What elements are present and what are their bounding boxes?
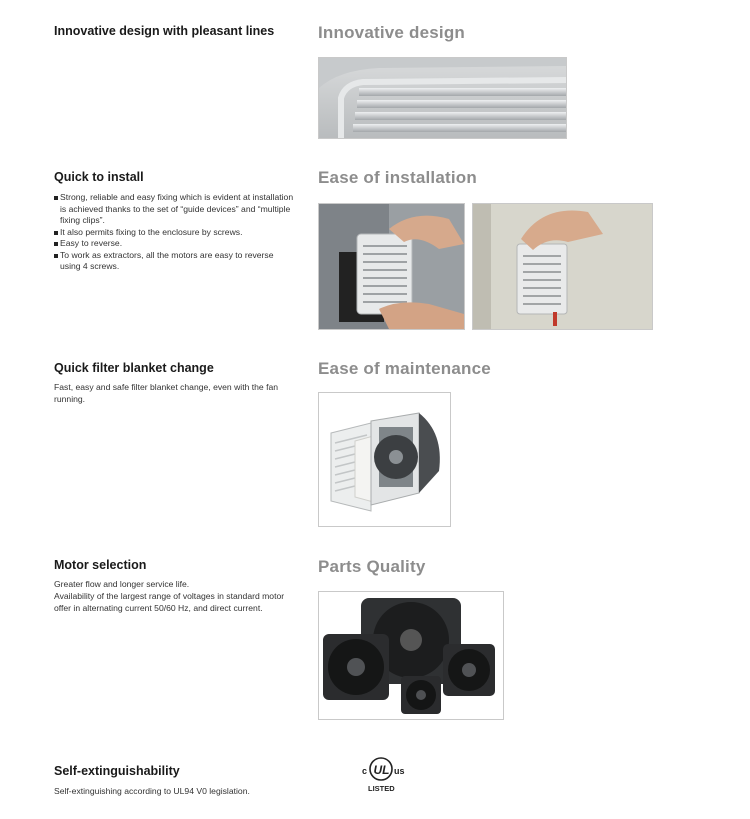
design-heading: Innovative design with pleasant lines <box>54 24 275 38</box>
install-bullet-list <box>54 192 294 273</box>
motor-text-2: Availability of the largest range of voltages in standard motor offer in alternating current 50/60 Hz, and direct current. <box>54 591 285 613</box>
installation-photo-1 <box>318 203 465 330</box>
ul-c-letter: c <box>362 766 368 776</box>
fire-text: Self-extinguishing according to UL94 V0 legislation. <box>54 786 250 796</box>
grille-closeup-image <box>318 57 567 139</box>
parts-quality-title: Parts Quality <box>318 557 426 576</box>
list-item: Easy to reverse. <box>54 238 294 250</box>
maintenance-title: Ease of maintenance <box>318 359 491 378</box>
design-title: Innovative design <box>318 23 465 42</box>
motor-heading: Motor selection <box>54 558 147 572</box>
filter-blanket-image <box>318 392 451 527</box>
maintenance-text: Fast, easy and safe filter blanket change, even with the fan running. <box>54 382 279 404</box>
list-item: To work as extractors, all the motors are easy to reverse using 4 screws. <box>54 250 294 273</box>
fire-heading: Self-extinguishability <box>54 764 180 778</box>
maintenance-heading: Quick filter blanket change <box>54 361 214 375</box>
ul-listed-mark-icon <box>356 754 416 798</box>
motor-text-1: Greater flow and longer service life. <box>54 579 190 589</box>
installation-title: Ease of installation <box>318 168 477 187</box>
ul-listed-caption: LISTED <box>368 784 395 793</box>
ul-us-letters: us <box>394 766 405 776</box>
list-item: Strong, reliable and easy fixing which is evident at installation is achieved thanks to the set of “guide devices” and “multiple fixing clips”. <box>54 192 294 227</box>
fan-motors-image <box>318 591 504 720</box>
ul-letters: UL <box>373 763 390 777</box>
list-item: It also permits fixing to the enclosure by screws. <box>54 227 294 239</box>
installation-photo-2 <box>472 203 653 330</box>
install-heading: Quick to install <box>54 170 144 184</box>
